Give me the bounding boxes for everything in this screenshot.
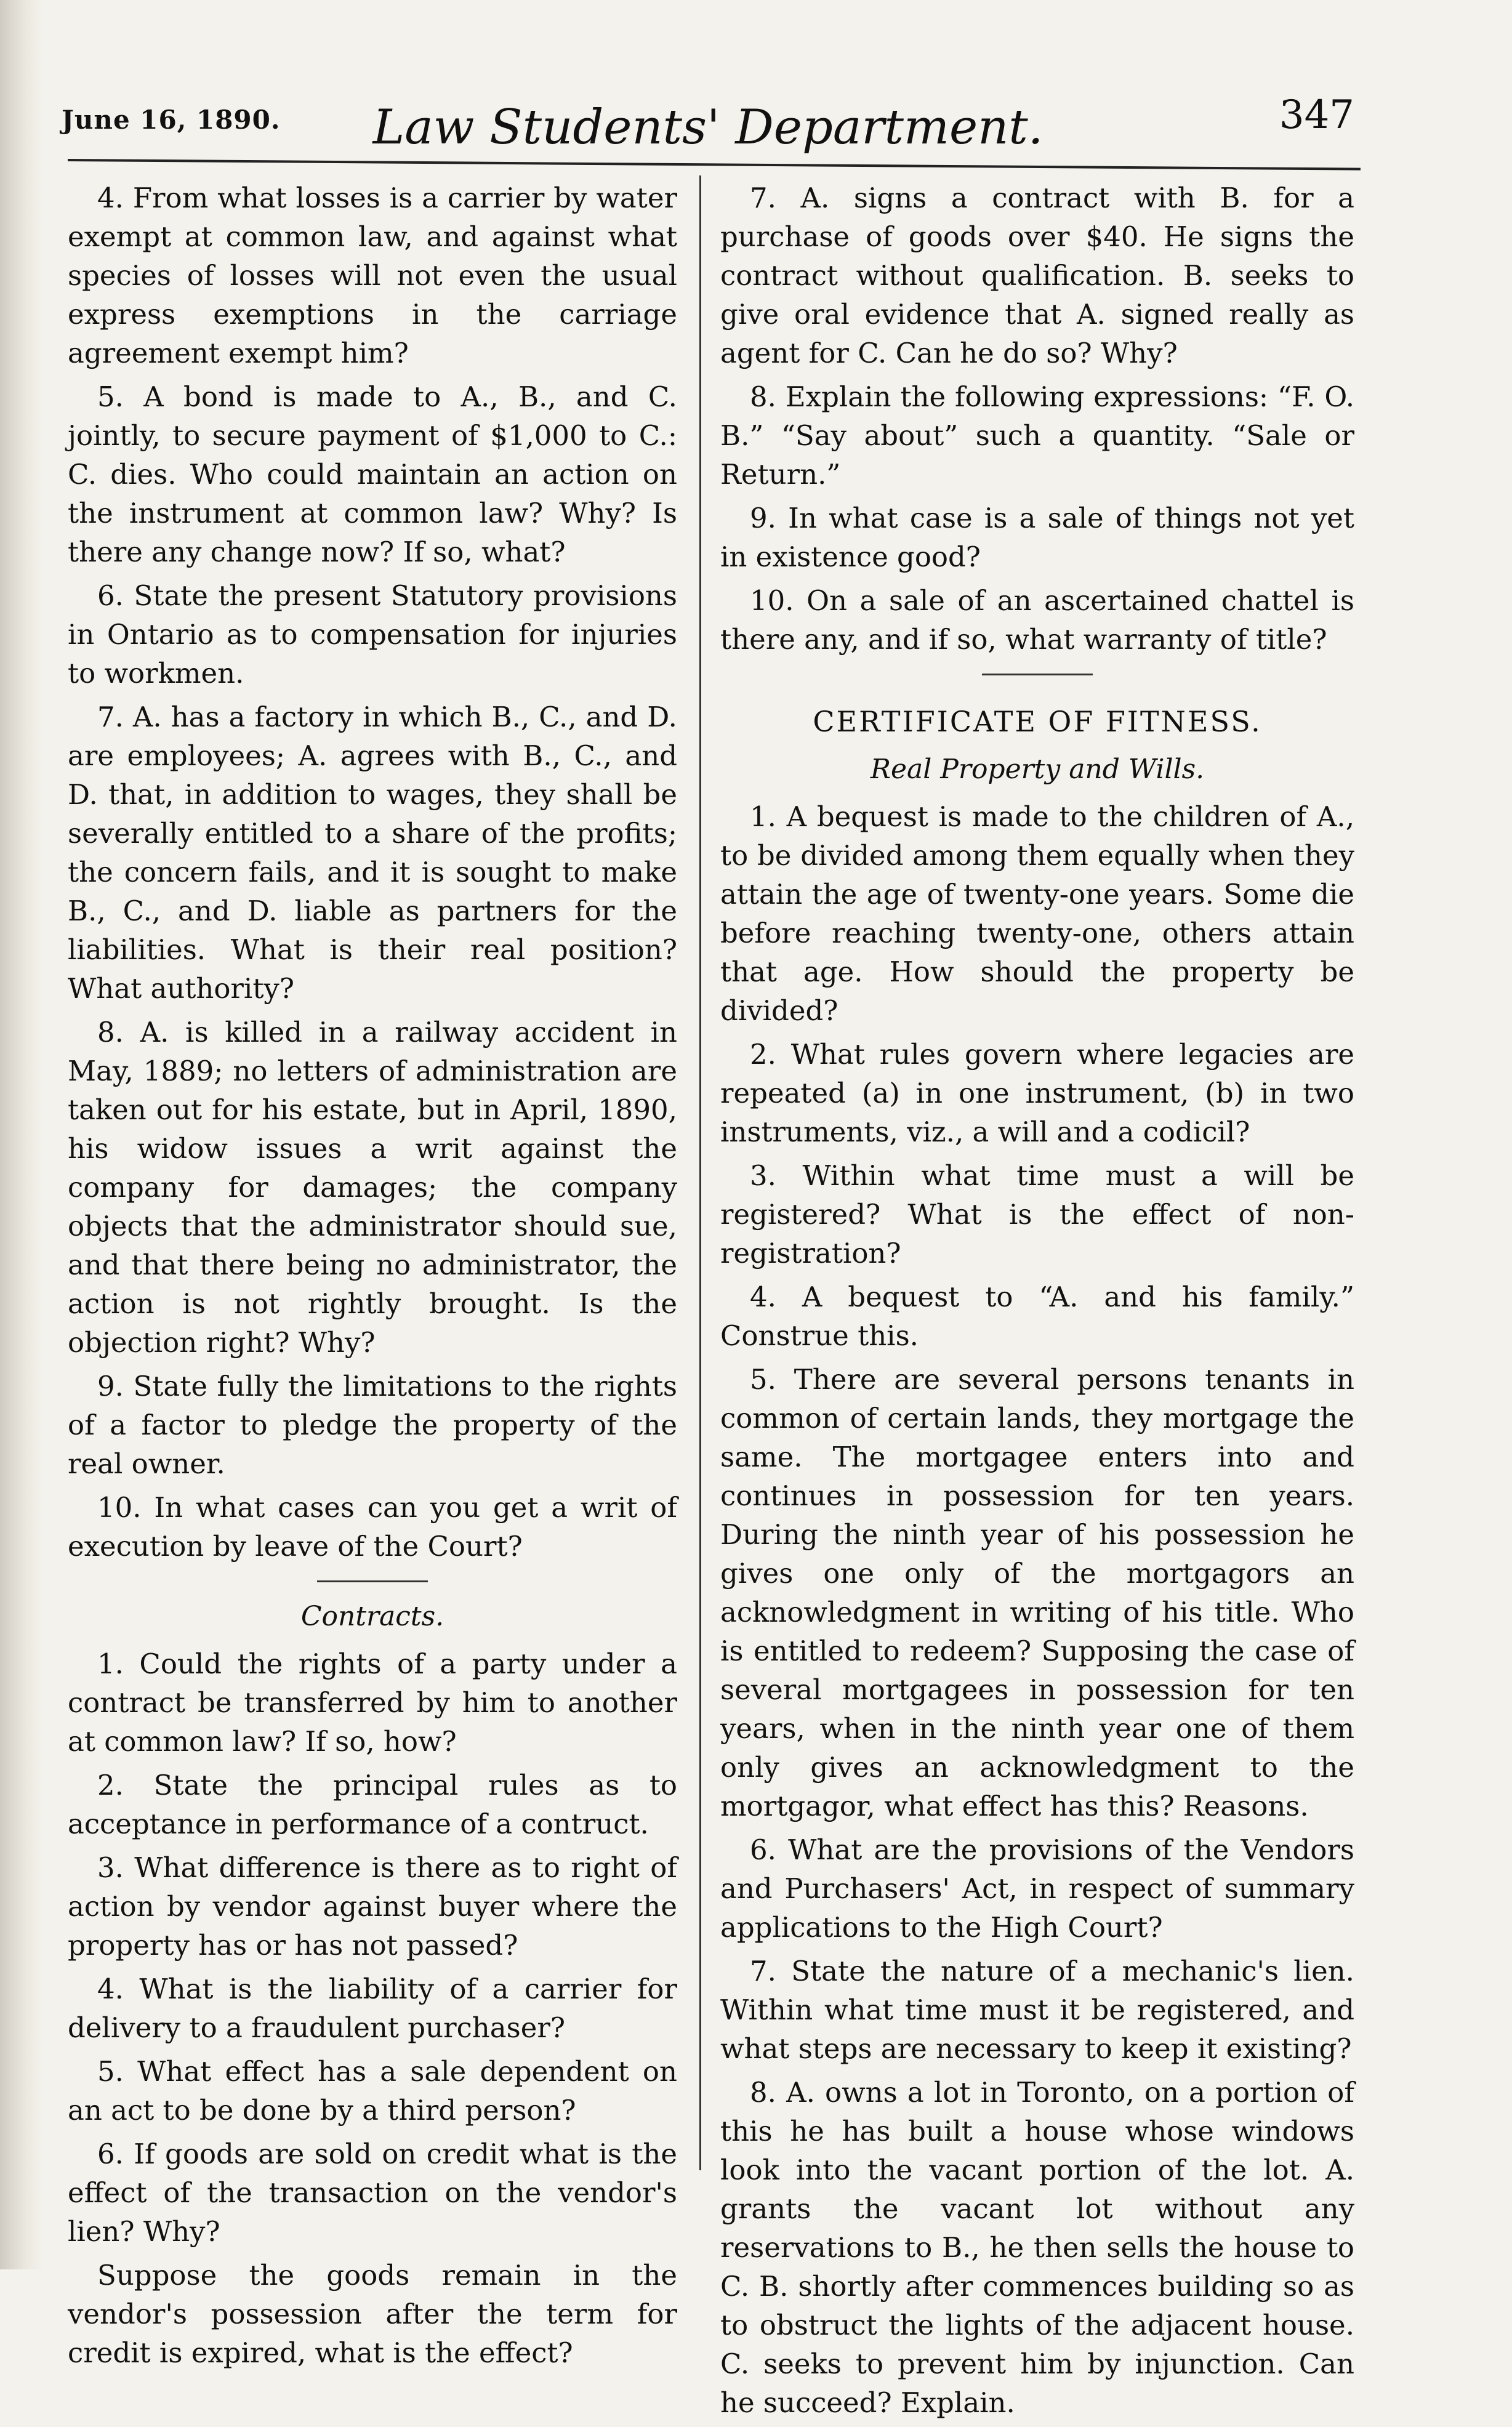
page-number: 347 [1279,92,1354,138]
question: 3. What difference is there as to right of action by vendor against buyer where the property has or has not passed? [68,1851,677,1962]
question: 7. State the nature of a mechanic's lien. Within what time must it be registered, and what steps are necessary to keep it existing? [720,1955,1354,2065]
question: 2. State the principal rules as to acceptance in performance of a contruct. [68,1769,677,1840]
question: 5. There are several persons tenants in common of certain lands, they mortgage the same. The mortgagee enters into and continues in possession for ten years. During the ninth year of his possession he gives one only of the mortgagors an acknowledgment in writing of his title. Who is entitled to redeem? Supposing the case of several mortgagees in possession for ten years, when in the ninth year one of them only gives an acknowledgment to the mortgagor, what effect has this? Reasons. [720,1363,1354,1822]
question: 7. A. has a factory in which B., C., and D. are employees; A. agrees with B., C., and D. that, in addition to wages, they shall be severally entitled to a share of the profits; the concern fails, and it is sought to make B., C., and D. liable as partners for the liabilities. What is their real position? What authority? [68,701,677,1005]
question: 1. A bequest is made to the children of A., to be divided among them equally when they attain the age of twenty-one years. Some die before reaching twenty-one, others attain that age. How should the property be divided? [720,800,1354,1027]
question: 6. State the present Statutory provisions in Ontario as to compensation for injuries to workmen. [68,579,677,690]
question: 8. Explain the following expressions: “F. O. B.” “Say about” such a quantity. “Sale or Return.” [720,380,1354,491]
page-edge-shadow [0,0,43,2269]
question: 3. Within what time must a will be registered? What is the effect of non-registration? [720,1159,1354,1270]
left-column [68,179,677,2377]
question: 7. A. signs a contract with B. for a purchase of goods over $40. He signs the contract without qualification. B. seeks to give oral evidence that A. signed really as agent for C. Can he do so? Why? [720,182,1354,369]
column-divider [699,175,701,2170]
section-divider [982,674,1093,675]
question: 6. If goods are sold on credit what is the effect of the transaction on the vendor's lien? Why? [68,2138,677,2248]
question: 10. In what cases can you get a writ of execution by leave of the Court? [68,1491,677,1563]
question: 8. A. owns a lot in Toronto, on a portion of this he has built a house whose windows look into the vacant portion of the lot. A. grants the vacant lot without any reservations to B., he then sells the house to C. B. shortly after commences building so as to obstruct the lights of the adjacent house. C. seeks to prevent him by injunction. Can he succeed? Explain. [720,2076,1354,2419]
question: 10. On a sale of an ascertained chattel is there any, and if so, what warranty of title? [720,584,1354,656]
issue-date: June 16, 1890. [62,105,281,135]
question: 5. A bond is made to A., B., and C. jointly, to secure payment of $1,000 to C.: C. dies. Who could maintain an action on the instrument at common law? Why? Is there any change now? If so, what? [68,380,677,568]
question: 4. A bequest to “A. and his family.” Construe this. [720,1281,1354,1352]
question: 8. A. is killed in a railway accident in May, 1889; no letters of administration are taken out for his estate, but in April, 1890, his widow issues a writ against the company for damages; the company objects that the administrator should sue, and that there being no administrator, the action is not rightly brought. Is the objection right? Why? [68,1016,677,1359]
question: 6. What are the provisions of the Vendors and Purchasers' Act, in respect of summary applications to the High Court? [720,1833,1354,1944]
header-rule [68,159,1361,171]
contracts-heading: Contracts. [300,1601,444,1632]
certificate-subheading: Real Property and Wills. [870,754,1205,785]
question: 9. State fully the limitations to the rights of a factor to pledge the property of the real owner. [68,1370,677,1480]
page-header [62,86,1354,160]
question: Suppose the goods remain in the vendor's possession after the term for credit is expired, what is the effect? [68,2259,677,2369]
right-column [720,179,1354,2427]
question: 2. What rules govern where legacies are repeated (a) in one instrument, (b) in two instruments, viz., a will and a codicil? [720,1038,1354,1148]
question: 5. What effect has a sale dependent on an act to be done by a third person? [68,2055,677,2127]
question: 9. In what case is a sale of things not yet in existence good? [720,502,1354,573]
question: 1. Could the rights of a party under a contract be transferred by him to another at common law? If so, how? [68,1648,677,1758]
section-divider [317,1580,428,1582]
question: 4. From what losses is a carrier by water exempt at common law, and against what species of losses will not even the usual express exemptions in the carriage agreement exempt him? [68,182,677,369]
question: 4. What is the liability of a carrier for delivery to a fraudulent purchaser? [68,1973,677,2044]
running-title: Law Students' Department. [372,100,1044,155]
certificate-heading: CERTIFICATE OF FITNESS. [813,705,1262,738]
